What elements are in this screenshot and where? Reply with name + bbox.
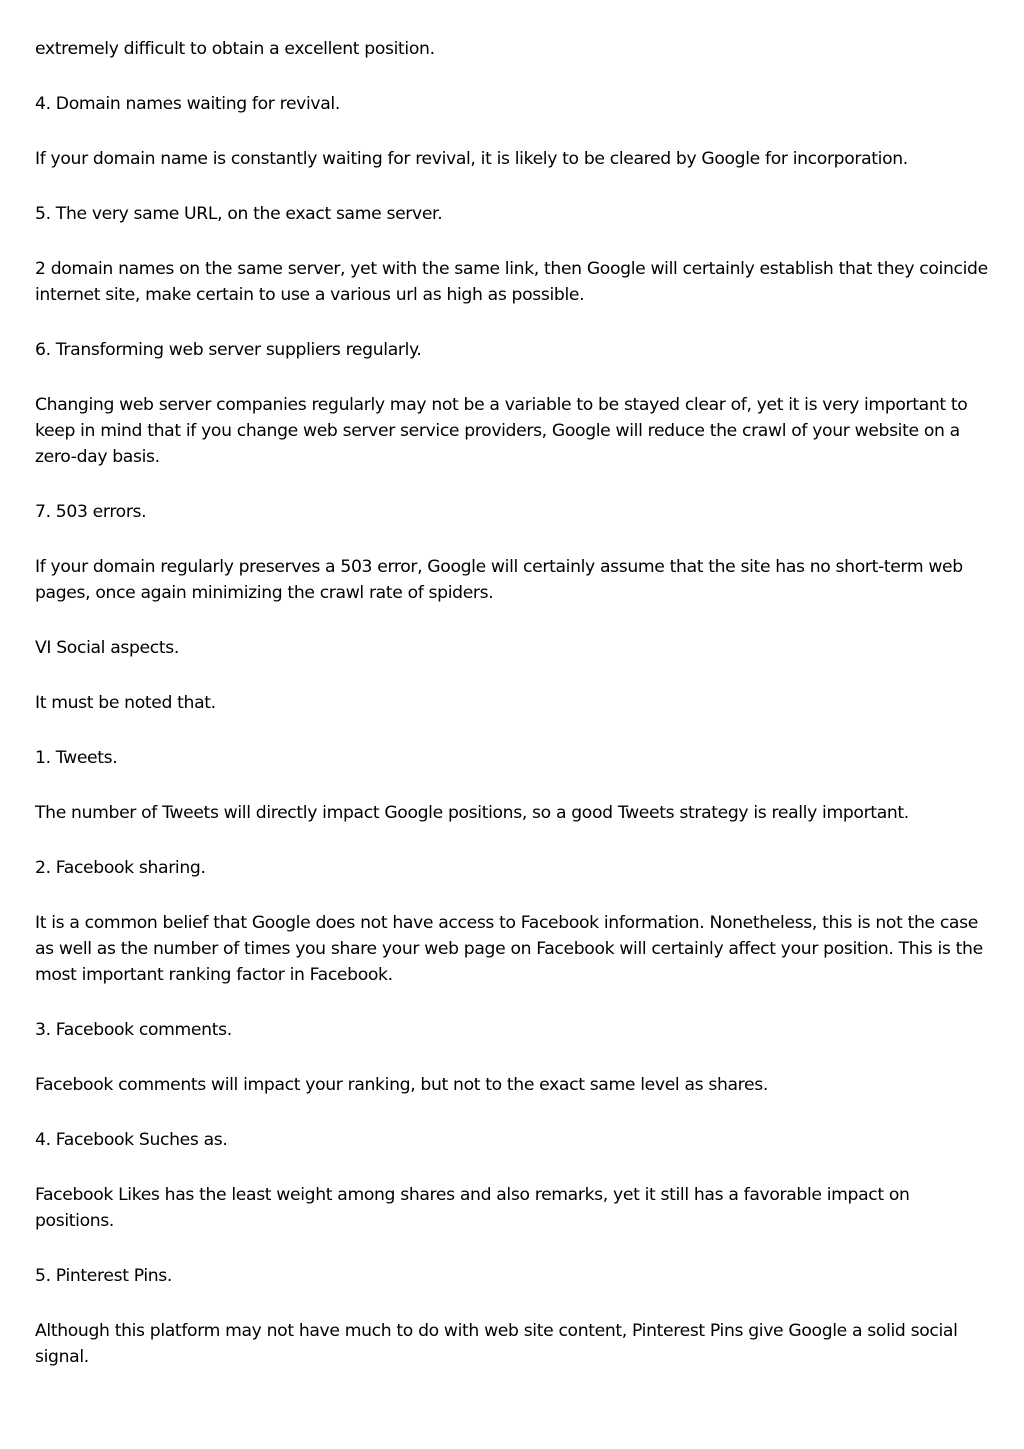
paragraph: If your domain name is constantly waiting for revival, it is likely to be cleared by Google for incorporation. <box>35 149 908 169</box>
section-heading: 2. Facebook sharing. <box>35 858 206 878</box>
paragraph: Changing web server companies regularly may not be a variable to be stayed clear of, yet it is very important to keep in mind that if you change web server service providers, Google will reduce the crawl of your website on a zero-day basis. <box>35 395 968 467</box>
paragraph: Although this platform may not have much to do with web site content, Pinterest Pins give Google a solid social signal. <box>35 1321 958 1367</box>
section-heading: 3. Facebook comments. <box>35 1020 232 1040</box>
paragraph: Facebook comments will impact your ranking, but not to the exact same level as shares. <box>35 1075 768 1095</box>
paragraph: It must be noted that. <box>35 693 216 713</box>
paragraph: The number of Tweets will directly impact Google positions, so a good Tweets strategy is really important. <box>35 803 909 823</box>
paragraph: If your domain regularly preserves a 503 error, Google will certainly assume that the site has no short-term web pages, once again minimizing the crawl rate of spiders. <box>35 557 963 603</box>
section-heading: 6. Transforming web server suppliers regularly. <box>35 340 422 360</box>
paragraph: extremely difficult to obtain a excellent position. <box>35 39 435 59</box>
section-heading: 5. Pinterest Pins. <box>35 1266 173 1286</box>
section-heading: 1. Tweets. <box>35 748 118 768</box>
paragraph: 2 domain names on the same server, yet with the same link, then Google will certainly establish that they coincide internet site, make certain to use a various url as high as possible. <box>35 259 988 305</box>
section-heading: 4. Facebook Suches as. <box>35 1130 228 1150</box>
paragraph: Facebook Likes has the least weight among shares and also remarks, yet it still has a favorable impact on positions. <box>35 1185 910 1231</box>
section-heading: 7. 503 errors. <box>35 502 147 522</box>
section-heading: 4. Domain names waiting for revival. <box>35 94 340 114</box>
paragraph: It is a common belief that Google does not have access to Facebook information. Nonetheless, this is not the case as well as the number of times you share your web page on Facebook will certainly affect your position. This is the most important ranking factor in Facebook. <box>35 913 983 985</box>
section-heading: VI Social aspects. <box>35 638 179 658</box>
section-heading: 5. The very same URL, on the exact same server. <box>35 204 443 224</box>
document-body <box>35 36 990 1399</box>
